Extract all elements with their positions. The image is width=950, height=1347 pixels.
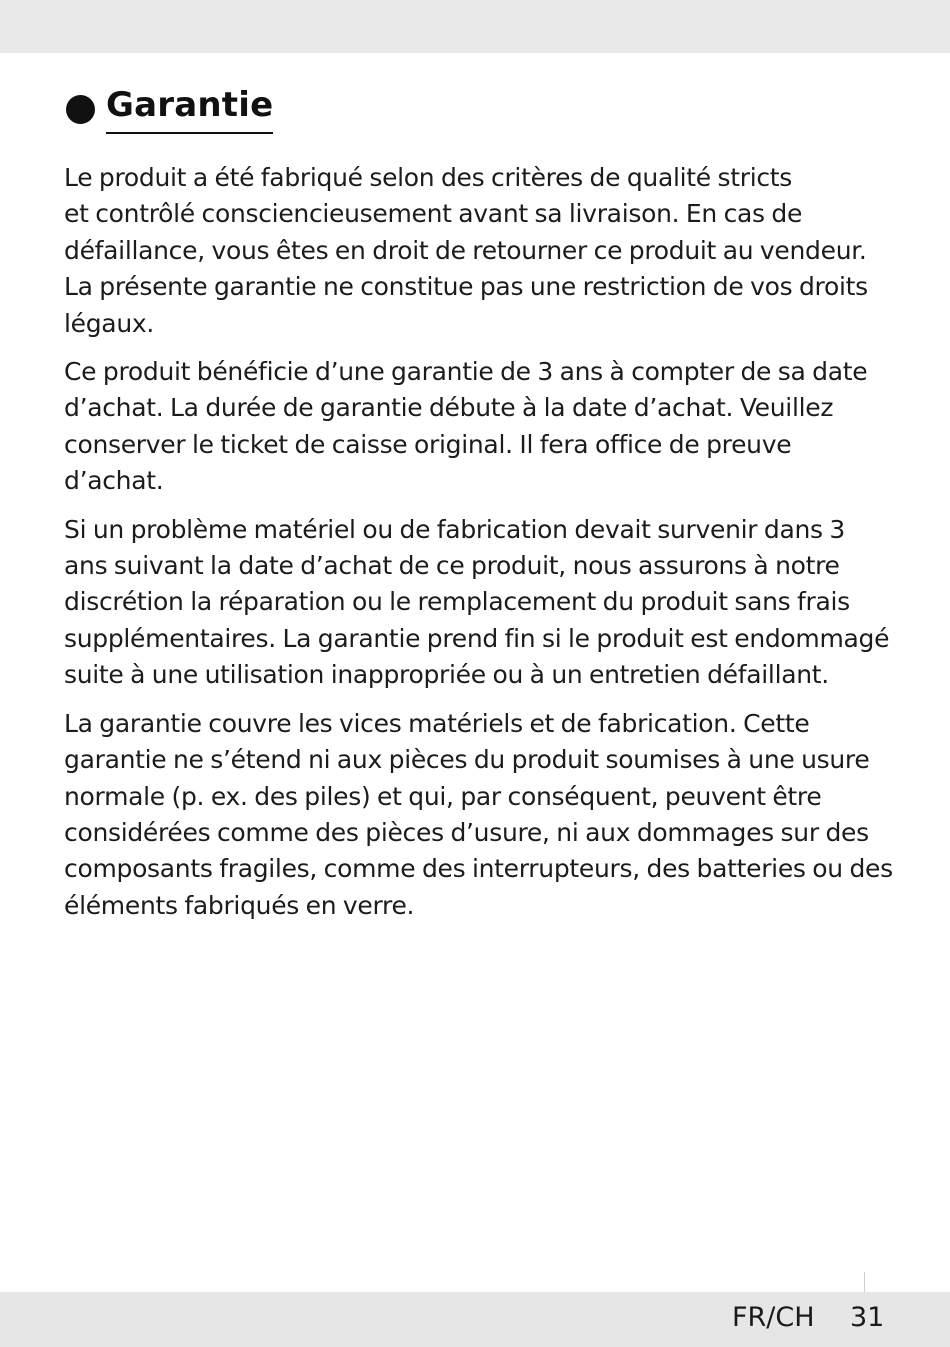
text-line: d’achat. [64, 466, 164, 496]
footer-language: FR/CH [732, 1302, 815, 1333]
text-line: garantie ne s’étend ni aux pièces du produit soumises à une usure [64, 745, 870, 775]
section-heading [66, 84, 273, 134]
page-number: 31 [850, 1302, 885, 1333]
filled-circle-bullet-icon [66, 95, 95, 124]
text-line: discrétion la réparation ou le remplacement du produit sans frais [64, 587, 850, 617]
text-line: d’achat. La durée de garantie débute à la date d’achat. Veuillez [64, 393, 834, 423]
section-title: Garantie [106, 84, 273, 134]
text-line: conserver le ticket de caisse original. Il fera office de preuve [64, 429, 792, 459]
text-line: Si un problème matériel ou de fabrication devait survenir dans 3 [64, 514, 846, 544]
text-line: suite à une utilisation inappropriée ou à un entretien défaillant. [64, 660, 829, 690]
text-line: légaux. [64, 308, 155, 338]
text-line: défaillance, vous êtes en droit de retourner ce produit au vendeur. [64, 235, 867, 265]
text-line: La garantie couvre les vices matériels et de fabrication. Cette [64, 708, 810, 738]
text-line: Le produit a été fabriqué selon des critères de qualité stricts [64, 163, 793, 192]
text-line: considérées comme des pièces d’usure, ni aux dommages sur des [64, 817, 869, 847]
text-line: supplémentaires. La garantie prend fin si le produit est endommagé [64, 623, 890, 653]
text-line: Ce produit bénéficie d’une garantie de 3 ans à compter de sa date [64, 357, 868, 387]
text-line: et contrôlé consciencieusement avant sa livraison. En cas de [64, 199, 803, 229]
text-line: normale (p. ex. des piles) et qui, par conséquent, peuvent être [64, 781, 822, 811]
text-line: éléments fabriqués en verre. [64, 890, 415, 920]
paragraph-quality [64, 160, 904, 342]
text-line: ans suivant la date d’achat de ce produit, nous assurons à notre [64, 551, 840, 581]
top-margin-band [0, 0, 950, 53]
footer-divider [864, 1272, 865, 1292]
body-text [64, 160, 904, 936]
text-line: composants fragiles, comme des interrupteurs, des batteries ou des [64, 854, 893, 884]
paragraph-duration [64, 354, 904, 500]
text-line: La présente garantie ne constitue pas une restriction de vos droits [64, 272, 868, 302]
paragraph-defects [64, 512, 904, 694]
paragraph-coverage [64, 706, 904, 924]
